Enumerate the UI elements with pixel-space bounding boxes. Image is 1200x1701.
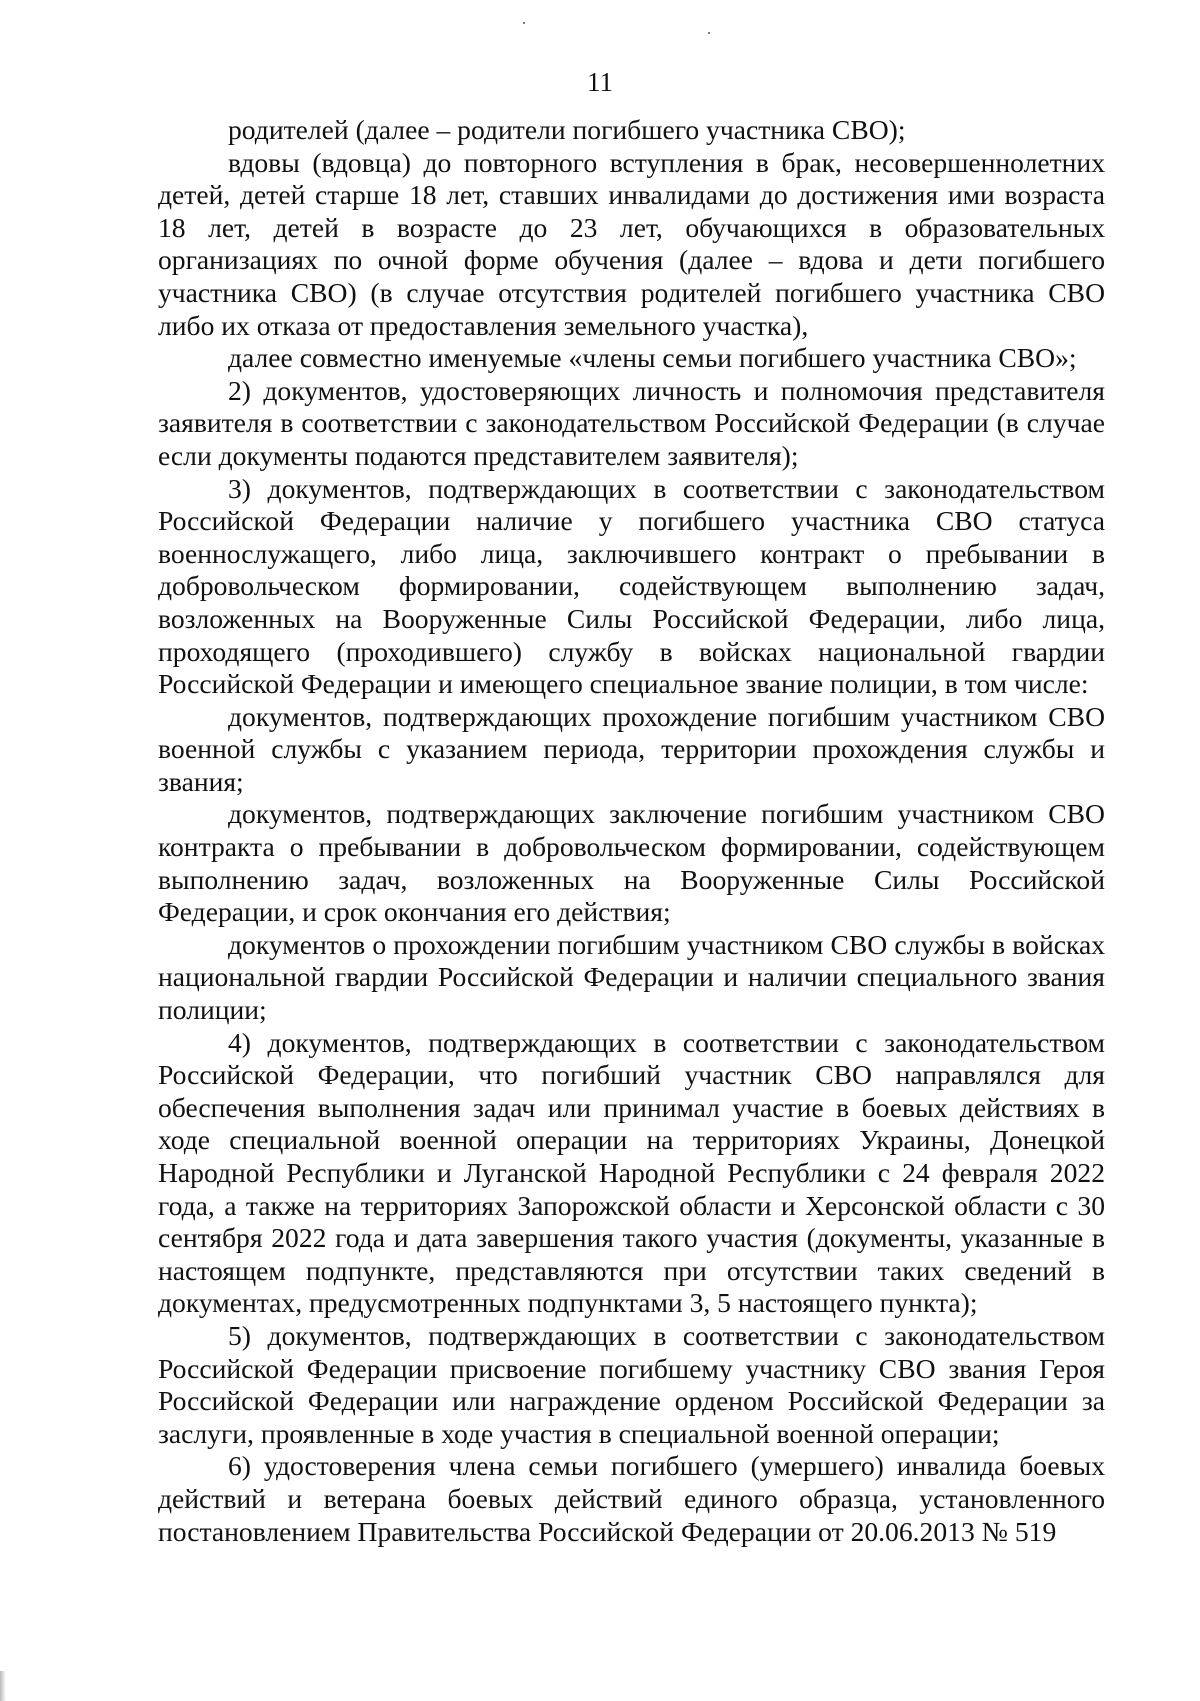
paragraph: родителей (далее – родители погибшего участника СВО); (228, 114, 906, 145)
page-number: 11 (587, 67, 613, 97)
paragraph: 2) документов, удостоверяющих личность и полномочия представителя заявителя в соответствии с законодательством Российской Федерации (в случае если документы подаются представителем заявителя); (158, 374, 1105, 471)
paragraph: далее совместно именуемые «члены семьи погибшего участника СВО»; (228, 342, 1077, 374)
paragraph: 3) документов, подтверждающих в соответствии с законодательством Российской Федерации наличие у погибшего участника СВО статуса военнослужащего, либо лица, заключившего контракт о пребывании в добровольческом формировании, содействующем выполнению задач, возложенных на Вооруженные Силы Российской Федерации, либо лица, проходящего (проходившего) службу в войсках национальной гвардии Российской Федерации и имеющего специальное звание полиции, в том числе: (158, 472, 1105, 700)
scan-speck (523, 22, 525, 24)
document-body (158, 114, 1105, 1548)
paragraph: 5) документов, подтверждающих в соответствии с законодательством Российской Федерации присвоение погибшему участнику СВО звания Героя Российской Федерации или награждение орденом Российской Федерации за заслуги, проявленные в ходе участия в специальной военной операции; (158, 1319, 1105, 1449)
paragraph: документов, подтверждающих прохождение погибшим участником СВО военной службы с указанием периода, территории прохождения службы и звания; (158, 700, 1105, 797)
scan-edge-shadow (0, 1671, 6, 1701)
paragraph: 6) удостоверения члена семьи погибшего (умершего) инвалида боевых действий и ветерана боевых действий единого образца, установленного постановлением Правительства Российской Федерации от 20.06.2013 № 519 (158, 1450, 1105, 1547)
paragraph: вдовы (вдовца) до повторного вступления в брак, несовершеннолетних детей, детей старше 18 лет, ставших инвалидами до достижения ими возраста 18 лет, детей в возрасте до 23 лет, обучающихся в образовательных организациях по очной форме обучения (далее – вдова и дети погибшего участника СВО) (в случае отсутствия родителей погибшего участника СВО либо их отказа от предоставления земельного участка), (158, 146, 1105, 341)
paragraph: документов, подтверждающих заключение погибшим участником СВО контракта о пребывании в добровольческом формировании, содействующем выполнению задач, возложенных на Вооруженные Силы Российской Федерации, и срок окончания его действия; (158, 798, 1105, 928)
paragraph: документов о прохождении погибшим участником СВО службы в войсках национальной гвардии Российской Федерации и наличии специального звания полиции; (158, 928, 1105, 1026)
scan-speck (708, 32, 710, 34)
paragraph: 4) документов, подтверждающих в соответствии с законодательством Российской Федерации, что погибший участник СВО направлялся для обеспечения выполнения задач или принимал участие в боевых действиях в ходе специальной военной операции на территориях Украины, Донецкой Народной Республики и Луганской Народной Республики с 24 февраля 2022 года, а также на территориях Запорожской области и Херсонской области с 30 сентября 2022 года и дата завершения такого участия (документы, указанные в настоящем подпункте, представляются при отсутствии таких сведений в документах, предусмотренных подпунктами 3, 5 настоящего пункта); (158, 1026, 1105, 1319)
